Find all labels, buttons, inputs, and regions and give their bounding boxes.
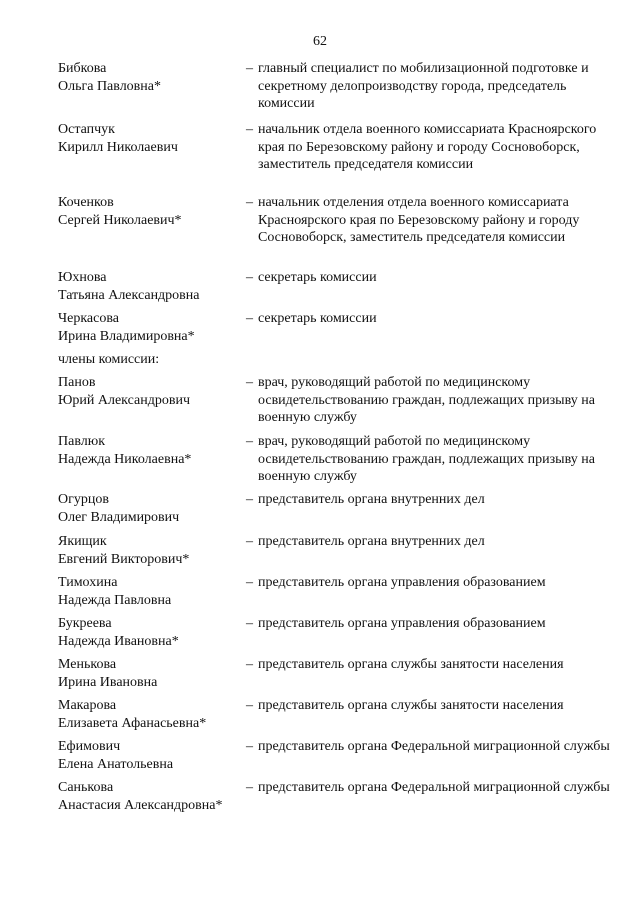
member-role: секретарь комиссии — [258, 311, 377, 326]
member-surname: Огурцов — [58, 492, 109, 507]
member-given-name: Ирина Владимировна* — [58, 328, 195, 344]
member-name — [58, 491, 246, 526]
member-given-name: Евгений Викторович* — [58, 551, 190, 567]
member-role: представитель органа службы занятости населения — [258, 657, 564, 672]
member-surname: Панов — [58, 375, 96, 390]
commission-member-9 — [58, 574, 610, 609]
commission-member-0 — [58, 60, 610, 113]
commission-member-5 — [58, 374, 610, 427]
member-surname: Юхнова — [58, 270, 107, 285]
member-given-name: Юрий Александрович — [58, 392, 190, 408]
member-surname: Санькова — [58, 780, 114, 795]
member-surname: Бибкова — [58, 61, 107, 76]
commission-member-8 — [58, 533, 610, 568]
member-role: начальник отдела военного комиссариата Красноярского края по Березовскому району и городу Сосновоборск, заместитель председателя комиссии — [258, 122, 597, 172]
commission-member-14 — [58, 779, 610, 814]
member-role: представитель органа внутренних дел — [258, 492, 485, 507]
dash: – — [246, 61, 253, 76]
dash: – — [246, 492, 253, 507]
member-surname: Коченков — [58, 195, 114, 210]
member-name — [58, 656, 246, 691]
member-surname: Черкасова — [58, 311, 119, 326]
member-surname: Тимохина — [58, 575, 118, 590]
page-number: 62 — [313, 34, 327, 49]
commission-member-13 — [58, 738, 610, 773]
commission-member-12 — [58, 697, 610, 732]
dash: – — [246, 657, 253, 672]
commission-member-1 — [58, 121, 610, 174]
member-surname: Павлюк — [58, 434, 105, 449]
dash: – — [246, 434, 253, 449]
member-surname: Ефимович — [58, 739, 121, 754]
member-surname: Менькова — [58, 657, 117, 672]
member-role: начальник отделения отдела военного комиссариата Красноярского края по Березовскому району и городу Сосновоборск, заместитель председателя комиссии — [258, 195, 580, 245]
member-given-name: Елизавета Афанасьевна* — [58, 715, 207, 731]
commission-member-2 — [58, 194, 610, 247]
dash: – — [246, 534, 253, 549]
dash: – — [246, 575, 253, 590]
member-given-name: Ольга Павловна* — [58, 78, 161, 94]
member-name — [58, 194, 246, 247]
member-name — [58, 697, 246, 732]
commission-member-6 — [58, 433, 610, 486]
dash: – — [246, 739, 253, 754]
member-role: представитель органа службы занятости населения — [258, 698, 564, 713]
member-name — [58, 779, 246, 814]
member-given-name: Елена Анатольевна — [58, 756, 174, 772]
member-given-name: Кирилл Николаевич — [58, 139, 178, 155]
member-surname: Макарова — [58, 698, 117, 713]
dash: – — [246, 195, 253, 210]
member-name — [58, 374, 246, 427]
member-surname: Остапчук — [58, 122, 115, 137]
member-given-name: Ирина Ивановна — [58, 674, 158, 690]
dash: – — [246, 375, 253, 390]
member-given-name: Олег Владимирович — [58, 509, 180, 525]
member-given-name: Надежда Ивановна* — [58, 633, 179, 649]
member-role: представитель органа внутренних дел — [258, 534, 485, 549]
member-role: главный специалист по мобилизационной подготовке и секретному делопроизводству города, председатель комиссии — [258, 61, 589, 111]
dash: – — [246, 698, 253, 713]
member-given-name: Надежда Павловна — [58, 592, 172, 608]
member-given-name: Татьяна Александровна — [58, 287, 200, 303]
member-role: представитель органа Федеральной миграционной службы — [258, 780, 610, 795]
member-name — [58, 121, 246, 174]
member-role: представитель органа Федеральной миграционной службы — [258, 739, 610, 754]
member-name — [58, 60, 246, 113]
member-role: врач, руководящий работой по медицинскому освидетельствованию граждан, подлежащих призыву на военную службу — [258, 375, 595, 425]
member-name — [58, 738, 246, 773]
commission-member-10 — [58, 615, 610, 650]
section-label-members: члены комиссии: — [58, 352, 160, 367]
member-given-name: Анастасия Александровна* — [58, 797, 223, 813]
member-name — [58, 310, 246, 345]
member-role: представитель органа управления образованием — [258, 575, 546, 590]
member-role: представитель органа управления образованием — [258, 616, 546, 631]
member-given-name: Надежда Николаевна* — [58, 451, 192, 467]
member-given-name: Сергей Николаевич* — [58, 212, 182, 228]
member-name — [58, 574, 246, 609]
member-role: врач, руководящий работой по медицинскому освидетельствованию граждан, подлежащих призыву на военную службу — [258, 434, 595, 484]
member-surname: Букреева — [58, 616, 112, 631]
commission-member-4 — [58, 310, 610, 345]
dash: – — [246, 122, 253, 137]
member-name — [58, 533, 246, 568]
member-surname: Якищик — [58, 534, 107, 549]
dash: – — [246, 270, 253, 285]
dash: – — [246, 616, 253, 631]
member-name — [58, 433, 246, 486]
commission-member-11 — [58, 656, 610, 691]
member-name — [58, 269, 246, 304]
commission-member-3 — [58, 269, 610, 304]
member-name — [58, 615, 246, 650]
dash: – — [246, 311, 253, 326]
dash: – — [246, 780, 253, 795]
member-role: секретарь комиссии — [258, 270, 377, 285]
commission-member-7 — [58, 491, 610, 526]
